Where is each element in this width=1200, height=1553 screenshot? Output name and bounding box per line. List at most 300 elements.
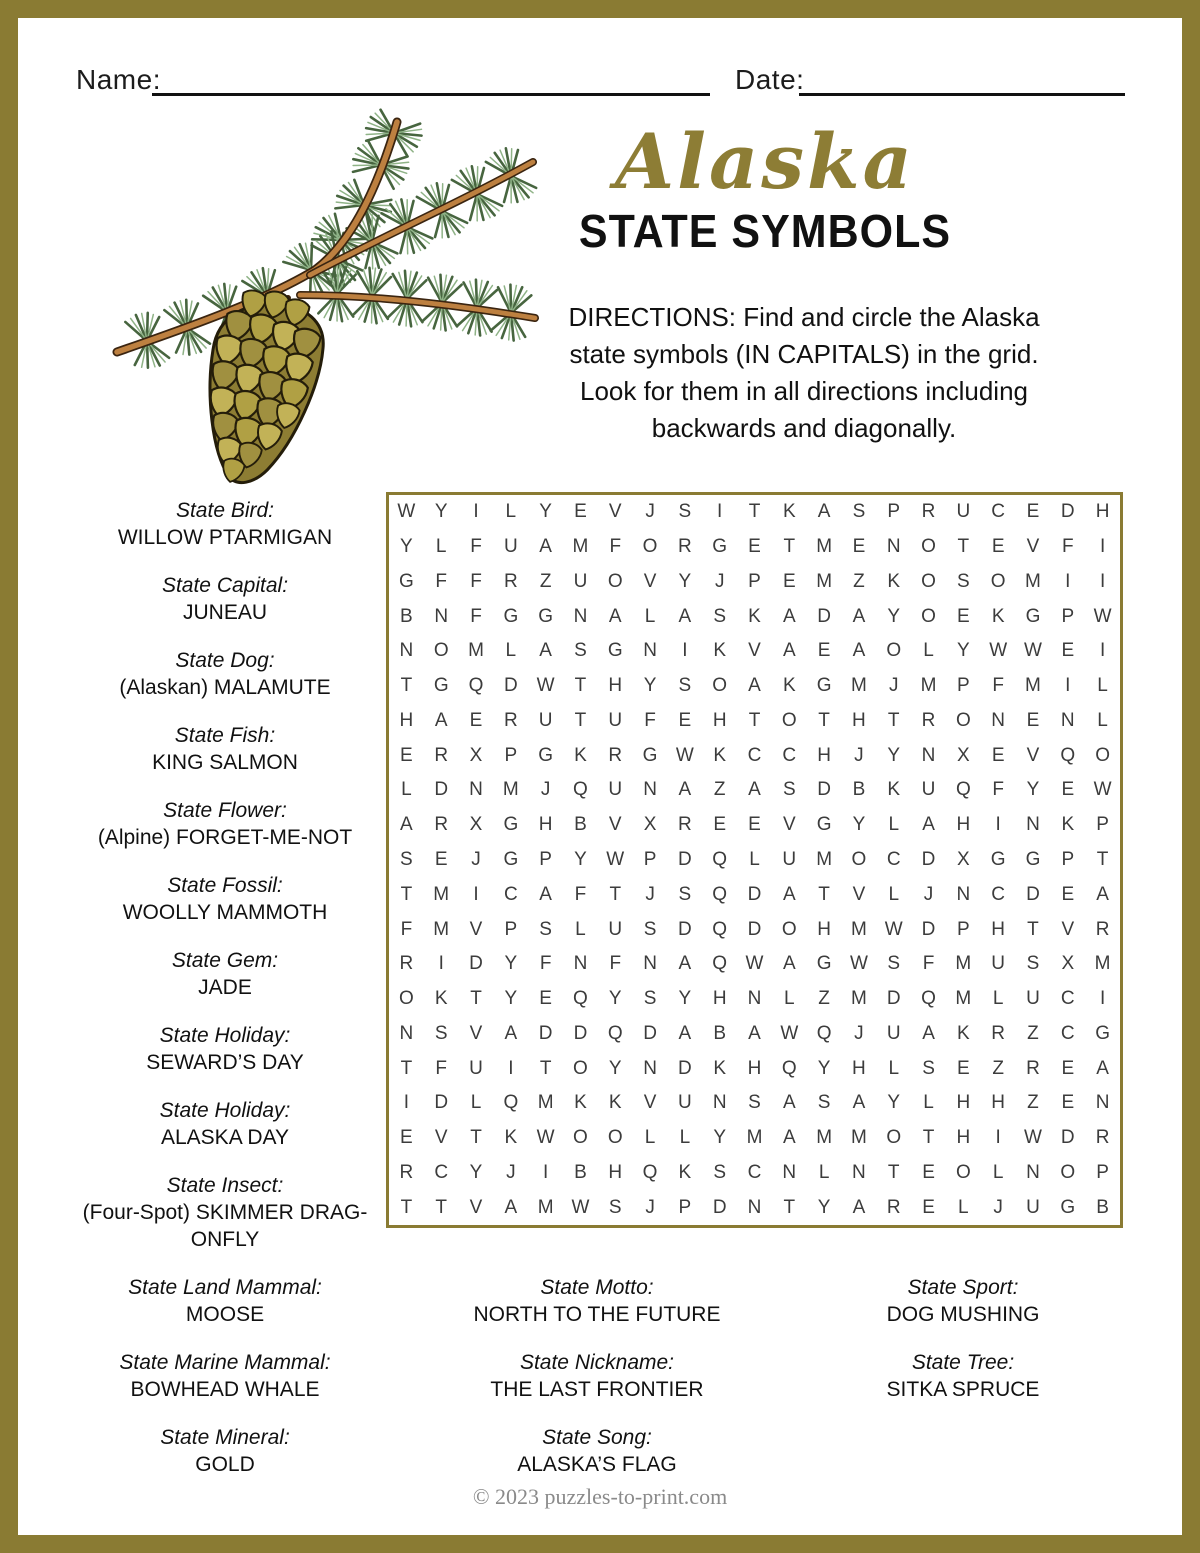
grid-cell[interactable]: D [1060,1127,1075,1149]
grid-cell[interactable]: O [1060,1161,1076,1183]
grid-cell[interactable]: E [1061,779,1075,801]
grid-cell[interactable]: A [504,1196,518,1218]
grid-cell[interactable]: F [609,536,622,558]
grid-cell[interactable]: N [712,1092,727,1114]
grid-cell[interactable]: M [816,570,833,592]
grid-cell[interactable]: M [502,779,519,801]
grid-cell[interactable]: R [678,536,692,558]
grid-cell[interactable]: W [849,953,868,975]
grid-cell[interactable]: O [990,570,1006,592]
grid-cell[interactable]: D [434,1092,449,1114]
grid-cell[interactable]: N [747,1196,762,1218]
grid-cell[interactable]: K [957,1022,970,1044]
grid-cell[interactable]: C [747,744,762,766]
grid-cell[interactable]: R [921,709,936,731]
grid-cell[interactable]: H [712,709,727,731]
grid-cell[interactable]: M [851,988,867,1010]
grid-cell[interactable]: R [678,814,692,836]
grid-cell[interactable]: L [644,1127,656,1149]
grid-cell[interactable]: S [713,605,727,627]
grid-cell[interactable]: K [991,605,1005,627]
grid-cell[interactable]: T [818,883,830,905]
grid-cell[interactable]: W [1024,640,1042,662]
grid-cell[interactable]: L [888,883,900,905]
grid-cell[interactable]: V [643,1092,657,1114]
grid-cell[interactable]: E [1026,501,1040,523]
grid-cell[interactable]: Q [468,675,484,697]
grid-cell[interactable]: A [1096,1057,1109,1079]
grid-cell[interactable]: A [782,1092,796,1114]
grid-cell[interactable]: H [956,1092,971,1114]
grid-cell[interactable]: N [991,709,1006,731]
grid-cell[interactable]: E [1061,1057,1075,1079]
grid-cell[interactable]: Y [539,501,552,523]
grid-cell[interactable]: J [854,744,864,766]
grid-cell[interactable]: W [1024,1127,1042,1149]
grid-cell[interactable]: Y [887,744,901,766]
grid-cell[interactable]: T [1027,918,1039,940]
grid-cell[interactable]: O [886,640,902,662]
grid-cell[interactable]: Q [816,1022,832,1044]
grid-cell[interactable]: F [1061,536,1074,558]
grid-cell[interactable]: O [399,988,414,1010]
grid-cell[interactable]: E [469,709,483,731]
grid-cell[interactable]: W [780,1022,799,1044]
grid-cell[interactable]: I [1099,988,1106,1010]
grid-cell[interactable]: P [1096,1161,1109,1183]
grid-cell[interactable]: F [435,1057,447,1079]
grid-cell[interactable]: L [401,779,412,801]
grid-cell[interactable]: M [1025,675,1041,697]
grid-cell[interactable]: F [435,570,447,592]
grid-cell[interactable]: Z [713,779,726,801]
grid-cell[interactable]: S [643,988,657,1010]
grid-cell[interactable]: C [886,848,901,870]
grid-cell[interactable]: Q [921,988,936,1010]
grid-cell[interactable]: H [538,814,553,836]
grid-cell[interactable]: S [643,918,657,940]
grid-cell[interactable]: Y [887,1092,901,1114]
grid-cell[interactable]: G [816,675,832,697]
grid-cell[interactable]: C [991,501,1006,523]
grid-cell[interactable]: Y [817,1196,831,1218]
grid-cell[interactable]: Z [818,988,830,1010]
grid-cell[interactable]: Y [713,1127,727,1149]
grid-cell[interactable]: G [816,953,832,975]
grid-cell[interactable]: L [992,988,1004,1010]
grid-cell[interactable]: A [748,675,761,697]
grid-cell[interactable]: R [434,814,449,836]
grid-cell[interactable]: B [400,605,413,627]
grid-cell[interactable]: J [471,848,481,870]
grid-cell[interactable]: L [505,501,517,523]
grid-cell[interactable]: S [434,1022,448,1044]
grid-cell[interactable]: O [433,640,449,662]
grid-cell[interactable]: E [957,1057,970,1079]
grid-cell[interactable]: E [678,709,692,731]
grid-cell[interactable]: A [748,779,761,801]
grid-cell[interactable]: E [957,605,970,627]
grid-cell[interactable]: K [574,744,587,766]
grid-cell[interactable]: R [886,1196,901,1218]
grid-cell[interactable]: Q [712,918,728,940]
grid-cell[interactable]: K [608,1092,622,1114]
grid-cell[interactable]: H [712,988,727,1010]
grid-cell[interactable]: V [608,501,622,523]
grid-cell[interactable]: A [782,640,796,662]
grid-cell[interactable]: U [608,779,623,801]
grid-cell[interactable]: G [990,848,1006,870]
grid-cell[interactable]: M [851,1127,867,1149]
grid-cell[interactable]: N [573,605,588,627]
grid-cell[interactable]: I [1099,640,1106,662]
grid-cell[interactable]: E [539,988,552,1010]
grid-cell[interactable]: H [608,675,623,697]
grid-cell[interactable]: Y [574,848,587,870]
grid-cell[interactable]: J [923,883,934,905]
grid-cell[interactable]: J [714,570,725,592]
grid-cell[interactable]: E [922,1196,935,1218]
grid-cell[interactable]: M [816,536,833,558]
grid-cell[interactable]: E [1026,709,1040,731]
grid-cell[interactable]: K [713,1057,727,1079]
grid-cell[interactable]: A [817,501,831,523]
grid-cell[interactable]: S [539,918,552,940]
grid-cell[interactable]: U [538,709,553,731]
grid-cell[interactable]: G [1060,1196,1076,1218]
grid-cell[interactable]: Z [992,1057,1004,1079]
grid-cell[interactable]: E [782,570,796,592]
grid-cell[interactable]: N [782,1161,797,1183]
grid-cell[interactable]: A [678,779,692,801]
grid-cell[interactable]: D [573,1022,588,1044]
grid-cell[interactable]: V [1061,918,1075,940]
grid-cell[interactable]: B [713,1022,727,1044]
grid-cell[interactable]: L [958,1196,969,1218]
grid-cell[interactable]: Q [781,1057,797,1079]
grid-cell[interactable]: P [1096,814,1109,836]
grid-cell[interactable]: G [433,675,449,697]
grid-cell[interactable]: E [1061,883,1075,905]
grid-cell[interactable]: F [400,918,413,940]
grid-cell[interactable]: O [607,570,623,592]
grid-cell[interactable]: D [678,848,692,870]
grid-cell[interactable]: S [608,1196,622,1218]
grid-cell[interactable]: D [678,1057,692,1079]
grid-cell[interactable]: E [748,536,761,558]
grid-cell[interactable]: Q [503,1092,519,1114]
grid-cell[interactable]: O [573,1057,588,1079]
grid-cell[interactable]: U [782,848,797,870]
grid-cell[interactable]: T [887,709,900,731]
grid-cell[interactable]: L [644,605,656,627]
grid-cell[interactable]: Q [573,988,588,1010]
grid-cell[interactable]: Y [504,988,518,1010]
grid-cell[interactable]: G [816,814,832,836]
grid-cell[interactable]: S [678,675,692,697]
grid-cell[interactable]: G [503,605,519,627]
grid-cell[interactable]: T [748,501,761,523]
grid-cell[interactable]: Q [712,848,728,870]
grid-cell[interactable]: L [435,536,447,558]
grid-cell[interactable]: R [1095,918,1110,940]
grid-cell[interactable]: I [403,1092,410,1114]
grid-cell[interactable]: I [682,640,688,662]
grid-cell[interactable]: E [1061,1092,1075,1114]
grid-cell[interactable]: T [783,1196,796,1218]
grid-cell[interactable]: Y [504,953,518,975]
grid-cell[interactable]: O [781,918,797,940]
grid-cell[interactable]: N [852,1161,866,1183]
grid-cell[interactable]: W [675,744,694,766]
grid-cell[interactable]: H [817,918,831,940]
grid-cell[interactable]: E [748,814,761,836]
grid-cell[interactable]: A [400,814,413,836]
grid-cell[interactable]: A [852,1092,866,1114]
grid-cell[interactable]: L [992,1161,1004,1183]
grid-cell[interactable]: S [852,501,866,523]
grid-cell[interactable]: N [956,883,971,905]
grid-cell[interactable]: F [644,709,656,731]
grid-cell[interactable]: O [955,709,971,731]
grid-cell[interactable]: I [508,1057,514,1079]
grid-cell[interactable]: R [503,709,518,731]
grid-cell[interactable]: O [1095,744,1110,766]
grid-cell[interactable]: B [852,779,866,801]
grid-cell[interactable]: B [574,1161,587,1183]
grid-cell[interactable]: U [1026,988,1040,1010]
grid-cell[interactable]: J [540,779,551,801]
grid-cell[interactable]: P [504,744,518,766]
grid-cell[interactable]: K [574,1092,587,1114]
grid-cell[interactable]: Y [643,675,657,697]
grid-cell[interactable]: Y [817,1057,831,1079]
grid-cell[interactable]: T [818,709,830,731]
grid-cell[interactable]: V [1026,536,1040,558]
grid-cell[interactable]: N [434,605,449,627]
grid-cell[interactable]: A [852,605,866,627]
grid-cell[interactable]: O [921,605,936,627]
grid-cell[interactable]: M [955,953,972,975]
grid-cell[interactable]: M [816,848,833,870]
grid-cell[interactable]: J [645,883,655,905]
grid-cell[interactable]: T [400,1196,413,1218]
grid-cell[interactable]: O [886,1127,902,1149]
grid-cell[interactable]: T [748,709,761,731]
grid-cell[interactable]: O [781,709,797,731]
grid-cell[interactable]: E [922,1161,935,1183]
grid-cell[interactable]: I [473,501,479,523]
date-input-line[interactable] [799,66,1125,96]
grid-cell[interactable]: P [539,848,552,870]
grid-cell[interactable]: T [574,709,587,731]
grid-cell[interactable]: L [784,988,795,1010]
grid-cell[interactable]: M [433,918,450,940]
grid-cell[interactable]: D [817,605,831,627]
grid-cell[interactable]: M [851,918,867,940]
grid-cell[interactable]: G [399,570,414,592]
grid-cell[interactable]: I [1065,675,1071,697]
grid-cell[interactable]: T [574,675,587,697]
grid-cell[interactable]: N [573,953,588,975]
grid-cell[interactable]: W [1093,605,1112,627]
grid-cell[interactable]: O [573,1127,588,1149]
grid-cell[interactable]: T [922,1127,935,1149]
grid-cell[interactable]: H [991,918,1006,940]
grid-cell[interactable]: I [995,1127,1001,1149]
grid-cell[interactable]: U [608,709,623,731]
grid-cell[interactable]: T [400,883,413,905]
grid-cell[interactable]: Q [1060,744,1076,766]
grid-cell[interactable]: N [643,1057,657,1079]
grid-cell[interactable]: N [643,953,657,975]
grid-cell[interactable]: U [469,1057,483,1079]
grid-cell[interactable]: G [1025,848,1041,870]
grid-cell[interactable]: L [818,1161,830,1183]
grid-cell[interactable]: Z [1027,1022,1039,1044]
grid-cell[interactable]: K [434,988,448,1010]
grid-cell[interactable]: Y [434,501,448,523]
grid-cell[interactable]: P [1061,848,1075,870]
grid-cell[interactable]: N [1095,1092,1110,1114]
grid-cell[interactable]: D [747,883,762,905]
grid-cell[interactable]: E [400,744,413,766]
grid-cell[interactable]: M [920,675,937,697]
grid-cell[interactable]: V [748,640,761,662]
grid-cell[interactable]: F [992,675,1004,697]
grid-cell[interactable]: F [574,883,587,905]
grid-cell[interactable]: K [887,779,901,801]
grid-cell[interactable]: V [469,918,483,940]
grid-cell[interactable]: H [956,814,971,836]
grid-cell[interactable]: T [470,1127,482,1149]
grid-cell[interactable]: I [1099,536,1106,558]
grid-cell[interactable]: O [955,1161,971,1183]
grid-cell[interactable]: U [573,570,588,592]
grid-cell[interactable]: A [782,883,796,905]
grid-cell[interactable]: L [575,918,586,940]
grid-cell[interactable]: W [536,1127,555,1149]
grid-cell[interactable]: M [572,536,589,558]
grid-cell[interactable]: A [434,709,448,731]
grid-cell[interactable]: T [783,536,796,558]
grid-cell[interactable]: W [884,918,903,940]
grid-cell[interactable]: U [886,1022,901,1044]
grid-cell[interactable]: W [745,953,764,975]
grid-cell[interactable]: I [1099,570,1106,592]
grid-cell[interactable]: U [991,953,1006,975]
grid-cell[interactable]: H [991,1092,1006,1114]
grid-cell[interactable]: J [645,501,655,523]
grid-cell[interactable]: B [1096,1196,1109,1218]
grid-cell[interactable]: I [473,883,479,905]
grid-cell[interactable]: D [817,779,831,801]
grid-cell[interactable]: F [470,605,482,627]
grid-cell[interactable]: E [991,536,1005,558]
grid-cell[interactable]: J [645,1196,655,1218]
grid-cell[interactable]: M [537,1196,554,1218]
grid-cell[interactable]: A [922,1022,935,1044]
grid-cell[interactable]: U [1026,1196,1040,1218]
grid-cell[interactable]: A [539,883,552,905]
grid-cell[interactable]: R [434,744,449,766]
grid-cell[interactable]: W [606,848,625,870]
grid-cell[interactable]: V [469,1196,483,1218]
grid-cell[interactable]: Q [712,883,728,905]
grid-cell[interactable]: W [397,501,416,523]
grid-cell[interactable]: Y [608,988,622,1010]
grid-cell[interactable]: N [643,779,657,801]
grid-cell[interactable]: V [469,1022,483,1044]
grid-cell[interactable]: N [747,988,762,1010]
grid-cell[interactable]: X [957,744,970,766]
grid-cell[interactable]: X [1061,953,1075,975]
grid-cell[interactable]: P [678,1196,692,1218]
grid-cell[interactable]: S [574,640,587,662]
grid-cell[interactable]: E [1061,640,1075,662]
grid-cell[interactable]: C [747,1161,762,1183]
grid-cell[interactable]: N [643,640,657,662]
grid-cell[interactable]: N [399,1022,414,1044]
grid-cell[interactable]: M [468,640,484,662]
grid-cell[interactable]: I [995,814,1001,836]
grid-cell[interactable]: X [469,814,483,836]
grid-cell[interactable]: R [991,1022,1006,1044]
grid-cell[interactable]: L [749,848,760,870]
grid-cell[interactable]: F [539,953,552,975]
grid-cell[interactable]: P [957,675,970,697]
grid-cell[interactable]: D [643,1022,657,1044]
grid-cell[interactable]: N [921,744,936,766]
grid-cell[interactable]: K [713,744,727,766]
grid-cell[interactable]: K [678,1161,692,1183]
grid-cell[interactable]: Y [400,536,413,558]
grid-cell[interactable]: I [438,953,444,975]
grid-cell[interactable]: N [1026,1161,1040,1183]
grid-cell[interactable]: D [921,848,936,870]
grid-cell[interactable]: F [609,953,622,975]
grid-cell[interactable]: D [538,1022,553,1044]
grid-cell[interactable]: E [574,501,587,523]
grid-cell[interactable]: R [1095,1127,1110,1149]
grid-cell[interactable]: M [816,1127,833,1149]
grid-cell[interactable]: H [852,1057,866,1079]
grid-cell[interactable]: Y [957,640,970,662]
grid-cell[interactable]: G [503,848,519,870]
grid-cell[interactable]: H [852,709,866,731]
grid-cell[interactable]: T [400,1057,413,1079]
grid-cell[interactable]: V [782,814,796,836]
grid-cell[interactable]: J [854,1022,864,1044]
grid-cell[interactable]: E [400,1127,413,1149]
grid-cell[interactable]: S [713,1161,727,1183]
grid-cell[interactable]: A [782,1127,796,1149]
grid-cell[interactable]: L [505,640,517,662]
grid-cell[interactable]: T [539,1057,552,1079]
grid-cell[interactable]: A [748,1022,761,1044]
grid-cell[interactable]: I [1065,570,1071,592]
grid-cell[interactable]: L [1097,675,1108,697]
grid-cell[interactable]: K [782,675,796,697]
grid-cell[interactable]: L [888,814,900,836]
grid-cell[interactable]: Q [607,1022,623,1044]
grid-cell[interactable]: R [503,570,518,592]
grid-cell[interactable]: C [1060,988,1075,1010]
grid-cell[interactable]: S [887,953,901,975]
grid-cell[interactable]: F [992,779,1004,801]
grid-cell[interactable]: Z [853,570,865,592]
grid-cell[interactable]: H [747,1057,762,1079]
